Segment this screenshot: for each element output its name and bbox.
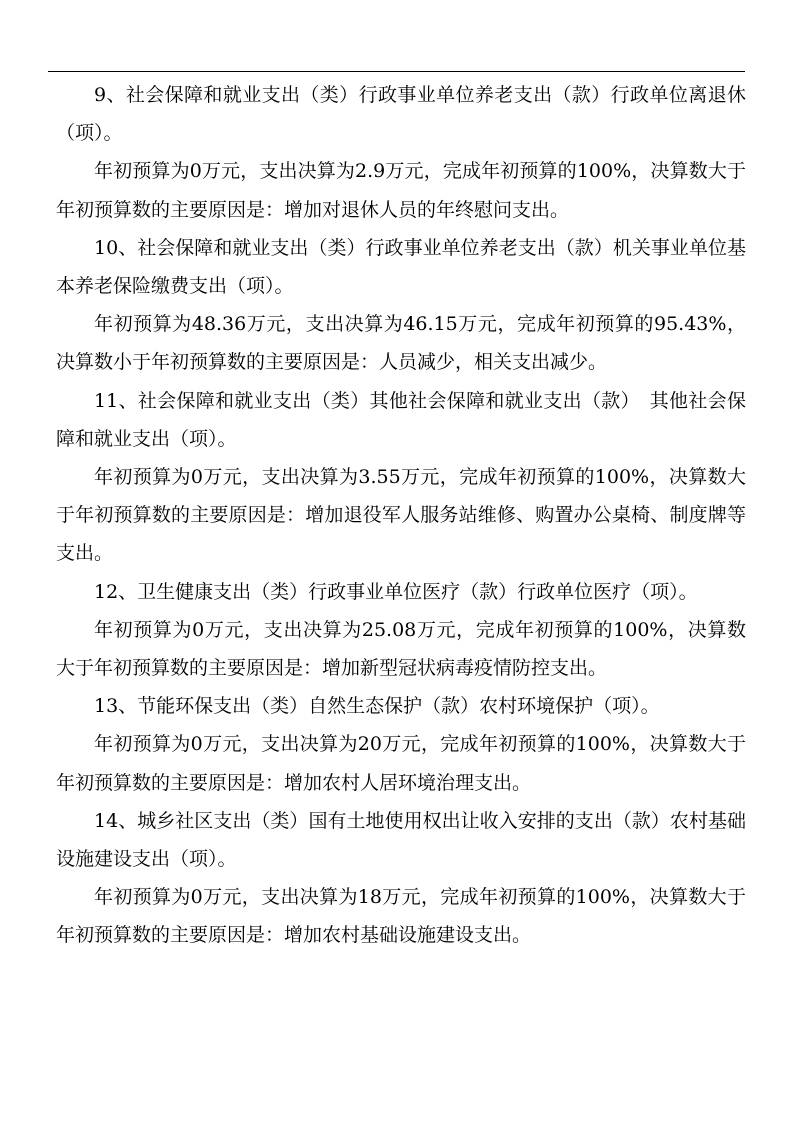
paragraph-item-13-detail: 年初预算为0万元，支出决算为20万元，完成年初预算的100%，决算数大于年初预算数的主要原因是：增加农村人居环境治理支出。 xyxy=(56,733,746,794)
paragraph-item-9-heading: 9、社会保障和就业支出（类）行政事业单位养老支出（款）行政单位离退休（项）。 xyxy=(56,84,746,145)
paragraph-item-14-detail: 年初预算为0万元，支出决算为18万元，完成年初预算的100%，决算数大于年初预算数的主要原因是：增加农村基础设施建设支出。 xyxy=(56,886,746,947)
document-body xyxy=(56,76,746,955)
paragraph-item-12-heading: 12、卫生健康支出（类）行政事业单位医疗（款）行政单位医疗（项）。 xyxy=(94,580,698,603)
paragraph-item-14-heading: 14、城乡社区支出（类）国有土地使用权出让收入安排的支出（款）农村基础设施建设支出（项）。 xyxy=(56,809,746,871)
paragraph-item-12-detail: 年初预算为0万元，支出决算为25.08万元，完成年初预算的100%，决算数大于年初预算数的主要原因是：增加新型冠状病毒疫情防控支出。 xyxy=(56,618,746,680)
paragraph-item-10-detail: 年初预算为48.36万元，支出决算为46.15万元，完成年初预算的95.43%，决算数小于年初预算数的主要原因是：人员减少，相关支出减少。 xyxy=(56,313,746,374)
paragraph-item-9-detail: 年初预算为0万元，支出决算为2.9万元，完成年初预算的100%，决算数大于年初预算数的主要原因是：增加对退休人员的年终慰问支出。 xyxy=(56,160,746,221)
header-rule xyxy=(48,71,745,72)
paragraph-item-10-heading: 10、社会保障和就业支出（类）行政事业单位养老支出（款）机关事业单位基本养老保险缴费支出（项）。 xyxy=(56,236,746,298)
paragraph-item-13-heading: 13、节能环保支出（类）自然生态保护（款）农村环境保护（项）。 xyxy=(94,695,660,718)
paragraph-item-11-heading: 11、社会保障和就业支出（类）其他社会保障和就业支出（款） 其他社会保障和就业支出（项）。 xyxy=(56,389,746,450)
paragraph-item-11-detail: 年初预算为0万元，支出决算为3.55万元，完成年初预算的100%，决算数大于年初预算数的主要原因是：增加退役军人服务站维修、购置办公桌椅、制度牌等支出。 xyxy=(56,466,746,565)
